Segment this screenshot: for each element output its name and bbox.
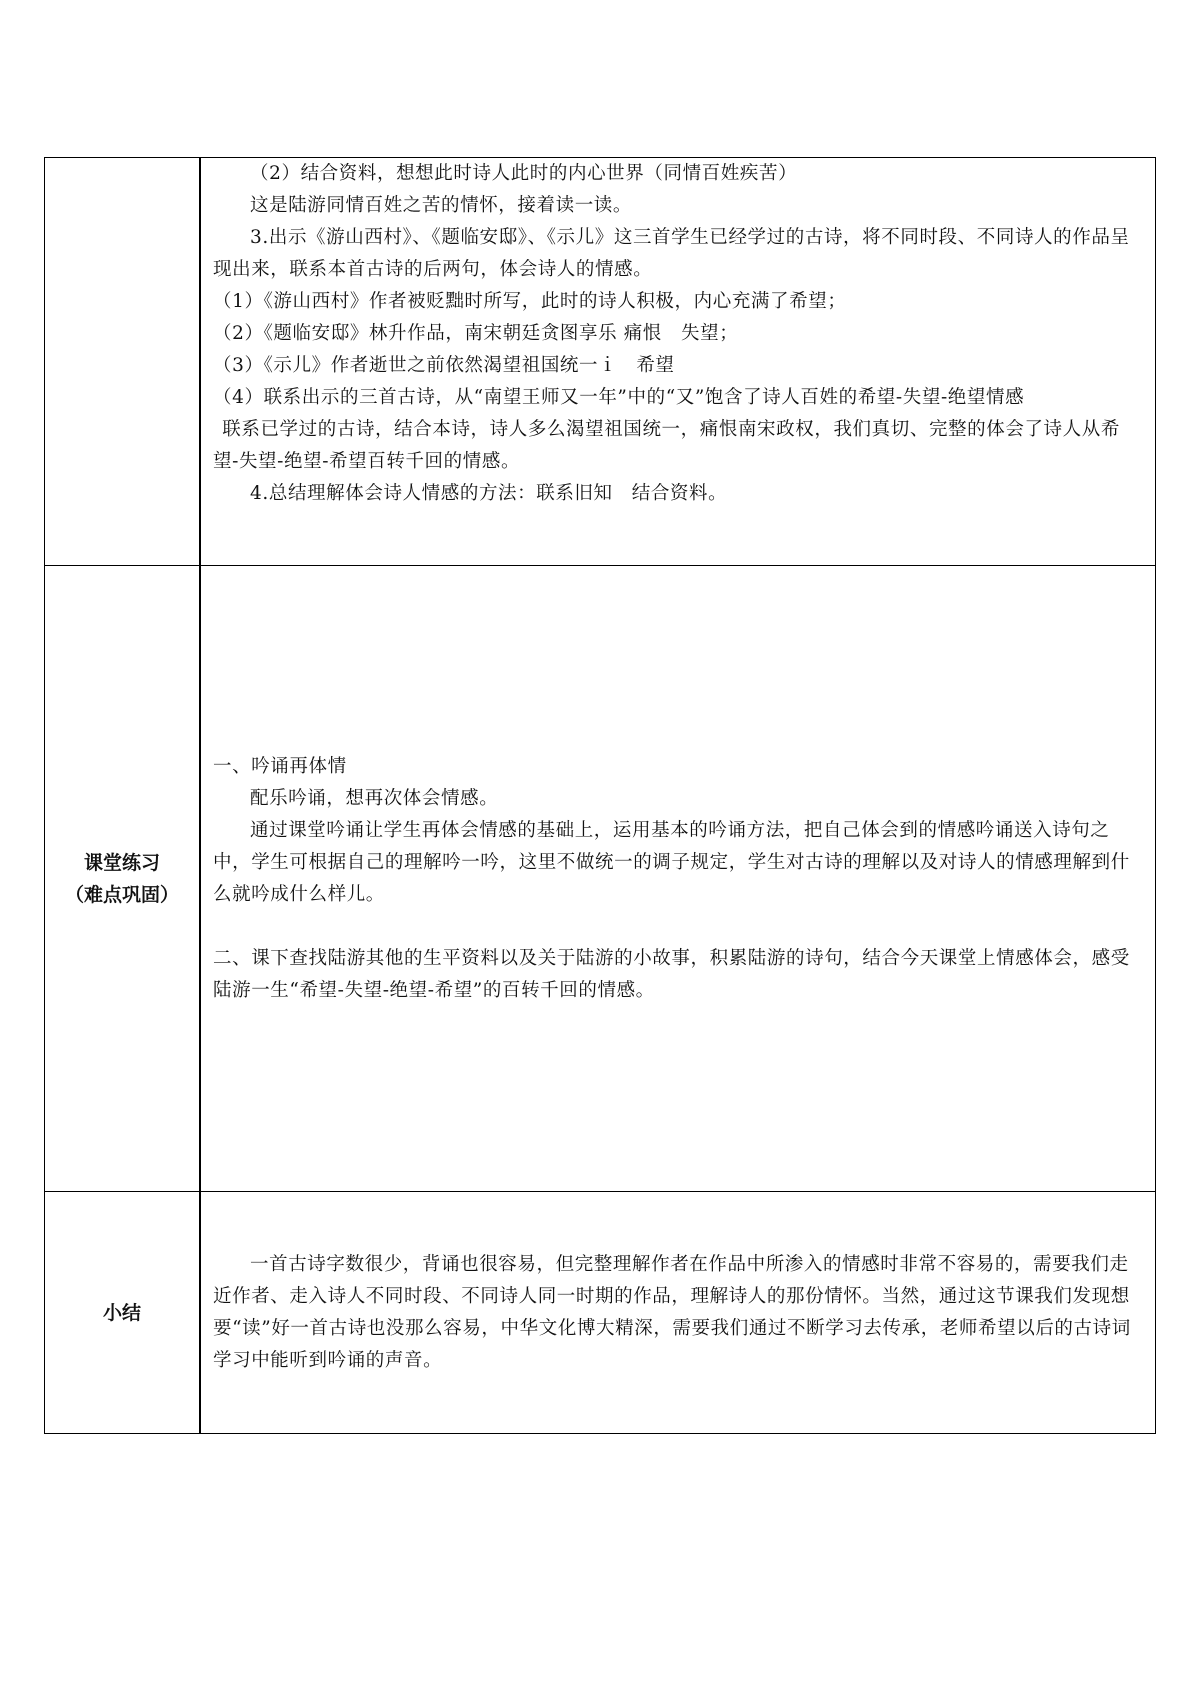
paragraph-spacer: [213, 911, 1143, 943]
paragraph: 这是陆游同情百姓之苦的情怀，接着读一读。: [250, 195, 633, 216]
paragraph: （2）结合资料，想想此时诗人此时的内心世界（同情百姓疾苦）: [250, 163, 798, 184]
paragraph: 一、吟诵再体情: [213, 755, 347, 777]
row-content-cell: [200, 566, 1156, 1192]
paragraph: （1）《游山西村》作者被贬黜时所写，此时的诗人积极，内心充满了希望；: [213, 291, 847, 312]
row-content-cell: [200, 158, 1156, 566]
paragraph: （3）《示儿》作者逝世之前依然渴望祖国统一ｉ 希望: [213, 355, 675, 376]
content-block: [213, 158, 1143, 510]
paragraph: （2）《题临安邸》林升作品，南宋朝廷贪图享乐 痛恨 失望；: [213, 323, 739, 344]
row-content-cell: [200, 1192, 1156, 1434]
content-block: [213, 751, 1143, 1007]
paragraph: 二、课下查找陆游其他的生平资料以及关于陆游的小故事，积累陆游的诗句，结合今天课堂上情感体会，感受陆游一生“希望-失望-绝望-希望”的百转千回的情感。: [213, 947, 1130, 1001]
table-row: [45, 1192, 1156, 1434]
paragraph: 通过课堂吟诵让学生再体会情感的基础上，运用基本的吟诵方法，把自己体会到的情感吟诵送入诗句之中，学生可根据自己的理解吟一吟，这里不做统一的调子规定，学生对古诗的理解以及对诗人的情感理解到什么就吟成什么样儿。: [213, 819, 1130, 905]
row-label-cell: [45, 158, 201, 566]
paragraph: 联系已学过的古诗，结合本诗，诗人多么渴望祖国统一，痛恨南宋政权，我们真切、完整的体会了诗人从希望-失望-绝望-希望百转千回的情感。: [213, 419, 1120, 472]
table-row: [45, 566, 1156, 1192]
row-label-cell: [45, 1192, 201, 1434]
paragraph: 配乐吟诵，想再次体会情感。: [250, 787, 499, 809]
paragraph: 4.总结理解体会诗人情感的方法：联系旧知 结合资料。: [250, 483, 728, 504]
paragraph: 3.出示《游山西村》、《题临安邸》、《示儿》这三首学生已经学过的古诗，将不同时段、不同诗人的作品呈现出来，联系本首古诗的后两句，体会诗人的情感。: [213, 227, 1130, 280]
row-label-line: 小结: [102, 1301, 141, 1324]
row-label-line: （难点巩固）: [64, 883, 179, 906]
row-label-cell: [45, 566, 201, 1192]
lesson-plan-table: [44, 157, 1156, 1434]
row-label-line: 课堂练习: [83, 851, 160, 874]
content-block: [213, 1249, 1143, 1377]
paragraph: （4）联系出示的三首古诗，从“南望王师又一年”中的“又”饱含了诗人百姓的希望-失望-绝望情感: [213, 387, 1025, 408]
table-row: [45, 158, 1156, 566]
paragraph: 一首古诗字数很少，背诵也很容易，但完整理解作者在作品中所渗入的情感时非常不容易的，需要我们走近作者、走入诗人不同时段、不同诗人同一时期的作品，理解诗人的那份情怀。当然，通过这节课我们发现想要“读”好一首古诗也没那么容易，中华文化博大精深，需要我们通过不断学习去传承，老师希望以后的古诗词学习中能听到吟诵的声音。: [213, 1253, 1131, 1371]
